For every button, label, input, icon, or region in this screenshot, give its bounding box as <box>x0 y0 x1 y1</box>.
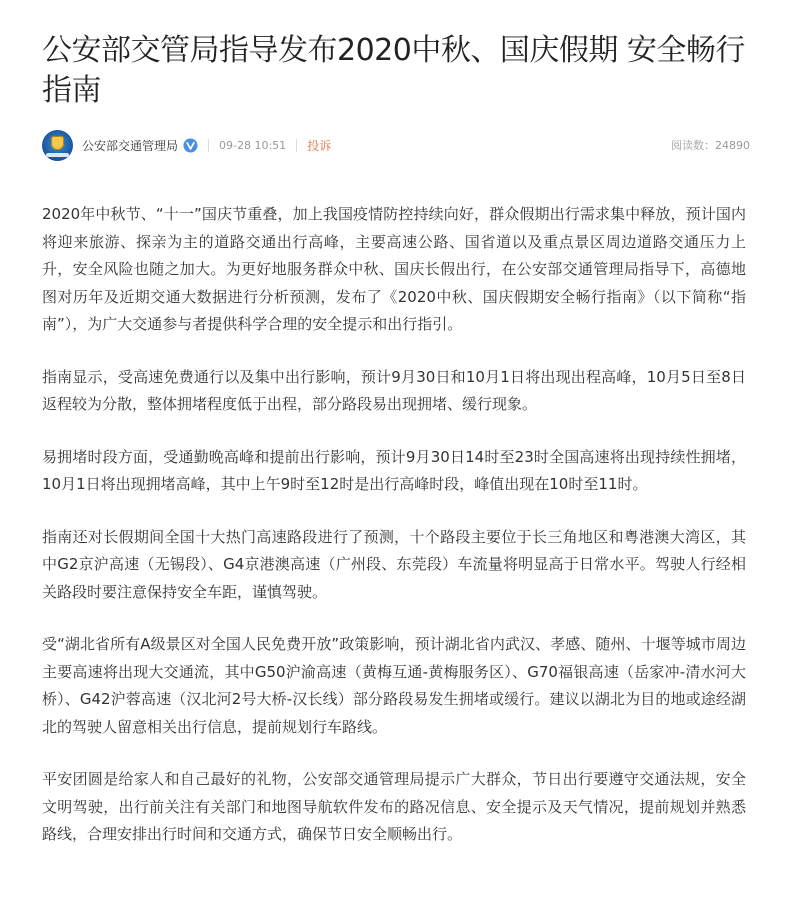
meta-divider <box>208 139 209 152</box>
article-title: 公安部交管局指导发布2020中秋、国庆假期 安全畅行指南 <box>42 33 745 108</box>
article-page <box>42 0 750 874</box>
author-avatar[interactable] <box>42 130 73 161</box>
verified-icon <box>183 138 198 153</box>
report-link[interactable]: 投诉 <box>307 138 332 153</box>
read-count: 阅读数：24890 <box>671 139 750 152</box>
article-paragraph: 易拥堵时段方面，受通勤晚高峰和提前出行影响，预计9月30日14时至23时全国高速将出现持续性拥堵，10月1日将出现拥堵高峰，其中上午9时至12时是出行高峰时段，峰值出现在10时至11时。 <box>42 447 746 493</box>
article-paragraph: 2020年中秋节、“十一”国庆节重叠，加上我国疫情防控持续向好，群众假期出行需求集中释放，预计国内将迎来旅游、探亲为主的道路交通出行高峰，主要高速公路、国省道以及重点景区周边道路交通压力上升，安全风险也随之加大。为更好地服务群众中秋、国庆长假出行，在公安部交通管理局指导下，高德地图对历年及近期交通大数据进行分析预测，发布了《2020中秋、国庆假期安全畅行指南》（以下简称“指南”），为广大交通参与者提供科学合理的安全提示和出行指引。 <box>42 205 746 333</box>
author-name[interactable]: 公安部交通管理局 <box>82 138 179 153</box>
article-paragraph: 受“湖北省所有A级景区对全国人民免费开放”政策影响，预计湖北省内武汉、孝感、随州、十堰等城市周边主要高速将出现大交通流，其中G50沪渝高速（黄梅互通-黄梅服务区）、G70福银高速（岳家冲-清水河大桥）、G42沪蓉高速（汉北河2号大桥-汉长线）部分路段易发生拥堵或缓行。建议以湖北为目的地或途经湖北的驾驶人留意相关出行信息，提前规划行车路线。 <box>42 635 746 736</box>
article-paragraph: 平安团圆是给家人和自己最好的礼物，公安部交通管理局提示广大群众，节日出行要遵守交通法规，安全文明驾驶，出行前关注有关部门和地图导航软件发布的路况信息、安全提示及天气情况，提前规划并熟悉路线，合理安排出行时间和交通方式，确保节日安全顺畅出行。 <box>42 770 746 843</box>
police-emblem-icon <box>51 136 64 150</box>
article-body <box>42 201 746 849</box>
meta-divider <box>296 139 297 152</box>
publish-time: 09-28 10:51 <box>219 138 287 152</box>
article-paragraph: 指南还对长假期间全国十大热门高速路段进行了预测，十个路段主要位于长三角地区和粤港澳大湾区，其中G2京沪高速（无锡段）、G4京港澳高速（广州段、东莞段）车流量将明显高于日常水平。驾驶人行经相关路段时要注意保持安全车距，谨慎驾驶。 <box>42 527 746 601</box>
article-paragraph: 指南显示，受高速免费通行以及集中出行影响，预计9月30日和10月1日将出现出程高峰，10月5日至8日返程较为分散，整体拥堵程度低于出程，部分路段易出现拥堵、缓行现象。 <box>42 367 746 413</box>
article-meta-bar <box>42 127 750 163</box>
